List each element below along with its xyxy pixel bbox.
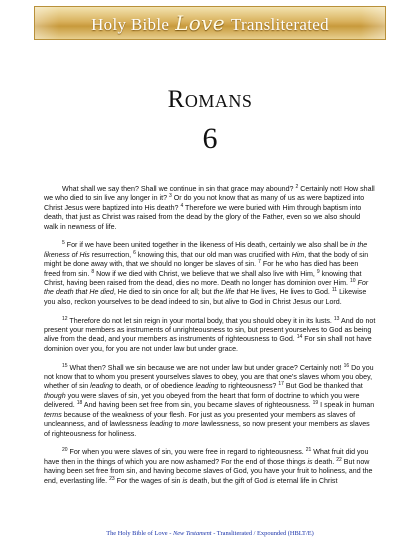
verse-text: to death, or of obedience	[113, 382, 196, 391]
verse-text: What then? Shall we sin because we are not under law but under grace? Certainly not!	[67, 363, 344, 372]
verse-number: 10	[349, 278, 356, 285]
verse-number: 14	[296, 334, 303, 341]
italic-text: as	[317, 410, 326, 419]
verse-text: slaves of righteousness for holiness.	[44, 420, 370, 438]
verse-number: 17	[278, 381, 284, 388]
verse-number: 20	[62, 447, 68, 454]
verse-text: For he who has died has been freed from sin.	[44, 260, 359, 278]
verse-number: 16	[343, 362, 350, 369]
italic-text: terms	[44, 410, 62, 419]
italic-text: leading	[149, 420, 173, 429]
italic-text: as	[340, 420, 348, 429]
italic-text: the life that	[213, 288, 249, 297]
verse-number: 22	[336, 456, 342, 463]
chapter-number: 6	[202, 122, 218, 155]
verse-text: knowing this, that our old man was crucified with	[135, 250, 292, 259]
page-footer	[0, 530, 420, 537]
verse-number: 7	[258, 259, 261, 266]
italic-text: is	[269, 476, 275, 485]
paragraph	[44, 185, 376, 232]
verse-number: 15	[62, 362, 68, 369]
verse-number: 4	[180, 202, 184, 209]
verse-number: 9	[316, 268, 320, 275]
verse-text: because of the weakness of your flesh. For just as you presented your members	[61, 410, 318, 419]
verse-number: 21	[305, 447, 312, 454]
chapter-body	[44, 185, 376, 486]
verse-text: And do not present your members as instruments of unrighteousness to sin, but present yourselves to God as being alive from the dead, and your members as instruments of righteousness to God.	[44, 316, 376, 344]
verse-text: For when you were slaves of sin, you were free in regard to righteousness.	[67, 448, 306, 457]
verse-number: 6	[133, 249, 136, 256]
verse-number: 11	[331, 287, 338, 294]
verse-number: 5	[62, 240, 65, 247]
verse-text: And having been set free from sin, you became slaves of righteousness.	[82, 401, 313, 410]
verse-text: knowing that Christ, having been raised from the dead, dies no more. Death no longer has dominion over Him.	[44, 269, 362, 288]
verse-text: death.	[312, 457, 337, 466]
paragraph	[44, 317, 376, 355]
verse-text: But now having been set free from sin, and having become slaves of God, you have your fruit to holiness, and the end, everlasting life.	[44, 457, 373, 485]
verse-number: 19	[312, 400, 319, 407]
italic-text: For the death that He died	[44, 279, 369, 297]
footer-suffix: - Transliterated / Expounded (HBLT/E)	[211, 530, 314, 537]
footer-testament: New Testament	[172, 530, 212, 537]
footer-prefix: The Holy Bible of Love -	[106, 530, 173, 537]
italic-text: leading	[90, 382, 114, 391]
verse-text: For sin shall not have dominion over you, for you are not under law but under grace.	[44, 335, 372, 353]
verse-text: For if we have been united together in the likeness of His death, certainly we also shall be	[64, 241, 350, 250]
verse-text: , He died to sin once for all; but	[113, 288, 214, 297]
book-title: Romans	[167, 86, 253, 113]
italic-text: is	[182, 476, 188, 485]
italic-text: leading	[195, 382, 219, 391]
verse-text: death, but the gift of God	[187, 476, 270, 485]
paragraph	[44, 241, 376, 307]
verse-text: slaves of uncleanness, and of lawlessness	[44, 410, 356, 429]
verse-number: 8	[91, 268, 95, 275]
verse-number: 2	[295, 184, 299, 190]
banner-right-text: Transliterated	[230, 15, 329, 34]
verse-text: lawlessness, so now present your members	[198, 420, 341, 429]
italic-text: though	[44, 391, 66, 400]
banner-left-text: Holy Bible	[91, 15, 170, 34]
verse-text: He lives, He lives to God.	[248, 288, 332, 297]
verse-number: 3	[169, 193, 172, 200]
verse-text: Therefore we were buried with Him through baptism into death, that just as Christ was raised from the dead by the glory of the Father, even so we also should walk in newness of life.	[44, 203, 362, 231]
verse-text: What fruit did you have then in the things of which you are now ashamed? For the end of those things	[44, 448, 369, 466]
italic-text: Him	[291, 250, 305, 259]
verse-text: Likewise you also, reckon yourselves to be dead indeed to sin, but alive to God in Christ Jesus our Lord.	[44, 288, 367, 306]
verse-text: resurrection,	[89, 250, 134, 259]
italic-text: is	[307, 457, 313, 466]
verse-text: For the wages of sin	[114, 476, 183, 485]
verse-text: Or do you not know that as many of us as were baptized into Christ Jesus were baptized into His death?	[44, 194, 365, 212]
verse-text: you were slaves of sin, yet you obeyed from the heart that form of doctrine to which you were delivered.	[44, 391, 360, 410]
verse-number: 23	[109, 475, 115, 482]
italic-text: more	[182, 420, 199, 429]
verse-text: Do you not know that to whom you present yourselves slaves to obey, you are that one’s slaves whom you obey, whether of sin	[44, 363, 374, 391]
verse-text: Certainly not! How shall we who died to sin live any longer in it?	[44, 185, 375, 203]
verse-text: to righteousness?	[218, 382, 279, 391]
italic-text: in the likeness of His	[44, 241, 368, 259]
verse-number: 12	[62, 315, 68, 322]
verse-text: , that the body of sin might be done away with, that we should no longer be slaves of sin.	[44, 250, 369, 269]
paragraph	[44, 364, 376, 439]
verse-text: Therefore do not let sin reign in your mortal body, that you should obey it in its lusts.	[67, 316, 334, 325]
verse-text: Now if we died with Christ, we believe that we shall also live with Him,	[94, 269, 317, 278]
banner-love-script: Love	[175, 11, 225, 35]
verse-text: to	[172, 420, 183, 429]
verse-text: I speak in human	[318, 401, 375, 410]
paragraph	[44, 448, 376, 486]
verse-number: 18	[76, 400, 83, 407]
verse-text: What shall we say then? Shall we continue in sin that grace may abound?	[62, 185, 296, 193]
banner-title	[91, 11, 329, 35]
verse-text: eternal life in Christ	[274, 476, 338, 485]
title-banner	[34, 6, 386, 40]
verse-text: But God be thanked that	[283, 382, 363, 391]
verse-number: 13	[333, 315, 340, 322]
